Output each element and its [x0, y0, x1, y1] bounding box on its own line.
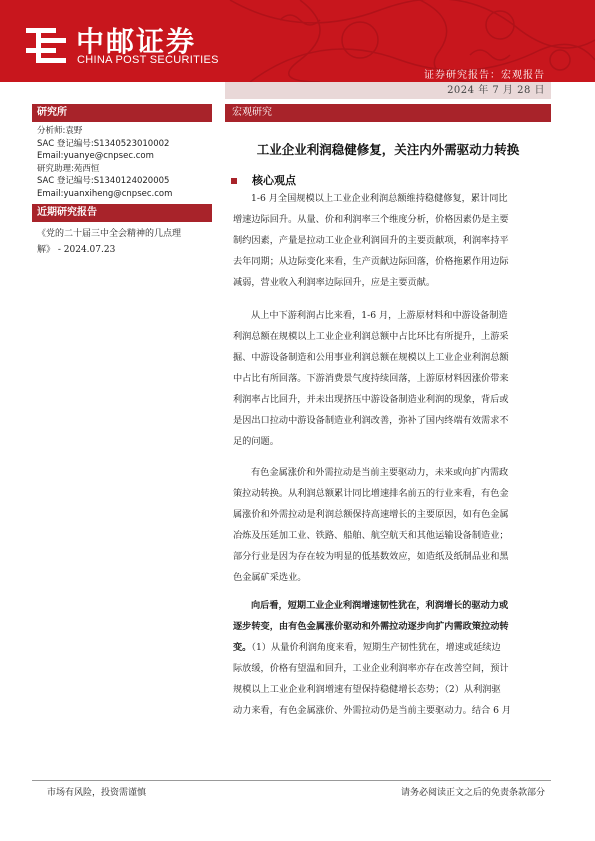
text-line: 掘、中游设备制造和公用事业利润总额在规模以上工业企业利润总额: [233, 352, 509, 363]
report-title: 工业企业利润稳健修复，关注内外需驱动力转换: [256, 142, 520, 157]
bold-text: 变。: [233, 642, 252, 653]
text-line: 色金属矿采选业。: [233, 572, 307, 583]
brand-name-en: CHINA POST SECURITIES: [77, 54, 219, 66]
footer-divider: [32, 780, 551, 781]
text-line: 去年同期；从边际变化来看，生产贡献边际回落，价格拖累作用边际: [233, 256, 509, 267]
bold-text: 向后看，短期工业企业利润增速韧性犹在，利润增长的驱动力或: [251, 600, 509, 611]
paragraph-2: [233, 305, 551, 452]
analyst-line: 分析师:袁野: [37, 126, 83, 136]
report-header: [0, 0, 595, 82]
text-line: 1-6 月全国规模以上工业企业利润总额维持稳健修复，累计同比: [251, 193, 508, 204]
analyst-info: [37, 125, 172, 200]
paragraph-3: [233, 462, 551, 588]
recent-report-link[interactable]: [37, 226, 181, 258]
text-span: （1）从量价利润角度来看，短期生产韧性犹在，增速或延续边: [251, 642, 501, 653]
bullet-icon: [231, 178, 237, 184]
analyst-email[interactable]: Email:yuanxiheng@cnpsec.com: [37, 188, 173, 199]
text-line: 冶炼及压延加工业、铁路、船舶、航空航天和其他运输设备制造业；: [233, 530, 509, 541]
text-line: 际放缓，价格有望温和回升，工业企业利润率亦存在改善空间，预计: [233, 663, 509, 674]
text-line-bold: [233, 595, 551, 616]
text-line: 从上中下游利润占比来看，1-6 月，上游原材料和中游设备制造: [251, 310, 508, 321]
text-line: 减弱，营业收入利润率边际回升，应是主要贡献。: [233, 277, 436, 288]
analyst-line: SAC 登记编号:S1340124020005: [37, 176, 170, 186]
text-line: 动力来看，有色金属涨价、外需拉动仍是当前主要驱动力。结合 6 月: [233, 705, 512, 716]
text-line: 增速边际回升。从量、价和利润率三个维度分析，价格因素仍是主要: [233, 214, 509, 225]
text-line: 有色金属涨价和外需拉动是当前主要驱动力，未来或向扩内需政: [251, 467, 509, 478]
text-line: 属涨价和外需拉动是利润总额保持高速增长的主要原因，如有色金属: [233, 509, 509, 520]
text-line: 利润总额在规模以上工业企业利润总额中占比环比有所提升，上游采: [233, 331, 509, 342]
china-post-logo-icon: [22, 22, 70, 70]
text-line-bold: [233, 616, 551, 637]
paragraph-4: [233, 595, 551, 721]
text-line: 中占比有所回落。下游消费景气度持续回落，上游原材料因涨价带来: [233, 373, 509, 384]
text-line: 是因出口拉动中游设备制造业利润改善，弥补了国内终端有效需求不: [233, 415, 509, 426]
text-line: 规模以上工业企业利润增速有望保持稳健增长态势；（2）从利润驱: [233, 684, 501, 695]
report-date: 2024 年 7 月 28 日: [225, 82, 551, 99]
recent-reports-heading: 近期研究报告: [32, 204, 212, 222]
section-tag: 宏观研究: [225, 104, 551, 122]
text-line: 利润率占比回升，并未出现挤压中游设备制造业利润的现象，背后或: [233, 394, 509, 405]
text-line: 制约因素，产量是拉动工业企业利润回升的主要贡献项，利润率持平: [233, 235, 509, 246]
text-line: 足的问题。: [233, 436, 279, 447]
bold-text: 逐步转变，由有色金属涨价驱动和外需拉动逐步向扩内需政策拉动转: [233, 621, 509, 632]
core-view-heading: 核心观点: [252, 174, 296, 187]
text-line-mixed: [233, 637, 551, 658]
text-line: 策拉动转换。从利润总额累计同比增速排名前五的行业来看，有色金: [233, 488, 509, 499]
analyst-line: SAC 登记编号:S1340523010002: [37, 138, 170, 149]
paragraph-1: [233, 188, 551, 293]
brand-name-cn: 中邮证券: [76, 25, 197, 58]
recent-report-line: 解》 - 2024.07.23: [37, 245, 116, 255]
footer-risk-notice: 市场有风险，投资需谨慎: [47, 788, 147, 798]
recent-report-line: 《党的二十届三中全会精神的几点理: [37, 229, 182, 239]
analyst-line: 研究助理:苑西恒: [37, 163, 100, 174]
analyst-email[interactable]: Email:yuanye@cnpsec.com: [37, 151, 154, 161]
report-type: 证券研究报告：宏观报告: [424, 70, 545, 81]
research-institute-heading: 研究所: [32, 104, 212, 122]
footer-disclaimer: 请务必阅读正文之后的免责条款部分: [400, 788, 545, 798]
text-line: 部分行业是因为存在较为明显的低基数效应，如造纸及纸制品业和黑: [233, 551, 509, 562]
